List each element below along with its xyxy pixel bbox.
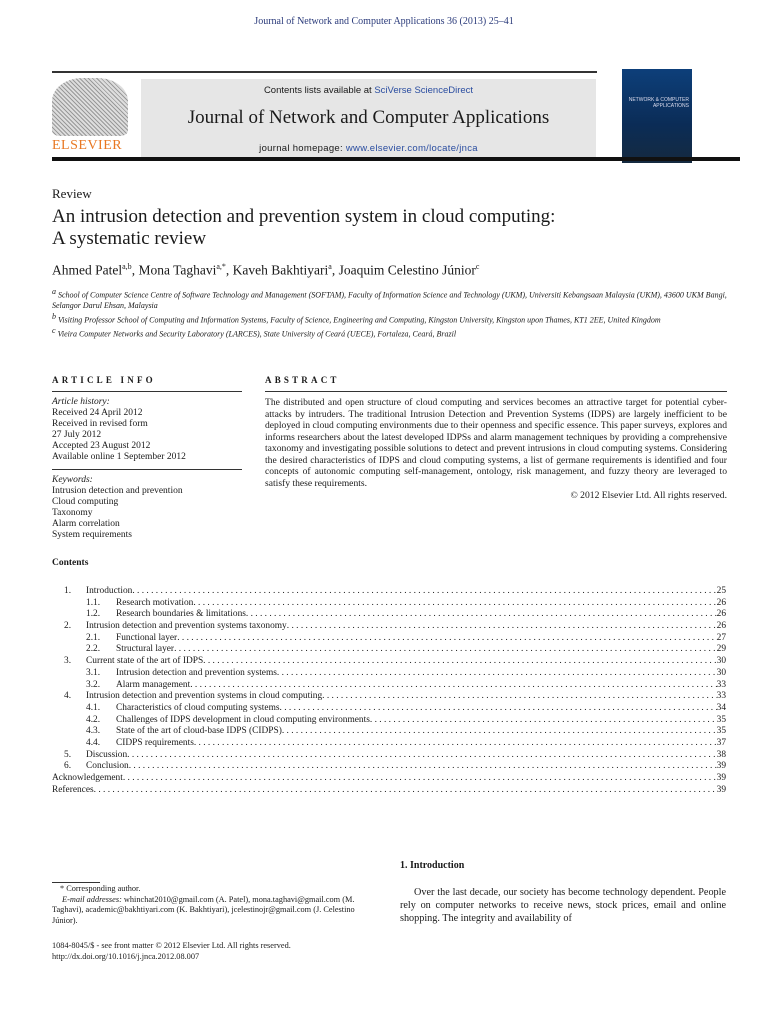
toc-page: 26 — [716, 621, 726, 632]
author-name: Kaveh Bakhtiyari — [232, 262, 329, 278]
issn: 1084-8045/$ - see front matter © 2012 Elsevier Ltd. All rights reserved. — [52, 941, 291, 950]
authors — [52, 262, 479, 279]
toc-leader — [132, 586, 716, 598]
table-of-contents — [52, 586, 726, 796]
toc-entry[interactable] — [52, 738, 726, 750]
toc-entry[interactable] — [52, 703, 726, 715]
toc-leader — [246, 609, 717, 621]
toc-page: 30 — [716, 656, 726, 667]
journal-title: Journal of Network and Computer Applications — [187, 107, 550, 128]
toc-leader — [194, 738, 717, 750]
toc-page: 39 — [716, 761, 726, 772]
toc-page: 30 — [716, 667, 726, 678]
toc-title[interactable]: State of the art of cloud-base IDPS (CIDPS) — [116, 726, 282, 737]
author-name: Mona Taghavi — [138, 262, 217, 278]
toc-title[interactable]: Intrusion detection and prevention systems taxonomy — [86, 621, 287, 632]
publisher-name: ELSEVIER — [52, 138, 123, 153]
author-separator: , — [331, 262, 339, 278]
email-addresses: whinchat2010@gmail.com (A. Patel), mona.taghavi@gmail.com (M. Taghavi), academic@bakhtiyari.com (K. Bakhtiyari), jcelestinojr@gmail.com (J. Celestino Júnior). — [52, 894, 355, 925]
keyword: Cloud computing — [52, 497, 119, 507]
toc-page: 33 — [716, 679, 726, 690]
toc-number: 1.2. — [86, 609, 101, 620]
history-item: Accepted 23 August 2012 — [52, 441, 151, 451]
history-item: 27 July 2012 — [52, 430, 102, 440]
toc-entry[interactable] — [52, 785, 726, 797]
journal-homepage — [141, 143, 596, 154]
toc-title[interactable]: Functional layer — [116, 632, 178, 643]
toc-number: 4.1. — [86, 702, 101, 713]
author-name: Joaquim Celestino Júnior — [338, 262, 476, 278]
history-label: Article history: — [52, 397, 110, 407]
toc-entry[interactable] — [52, 633, 726, 645]
footnotes — [52, 884, 382, 926]
elsevier-tree-icon — [52, 78, 128, 136]
toc-title[interactable]: Intrusion detection and prevention systems — [116, 667, 277, 678]
affiliation — [52, 326, 732, 340]
journal-citation: Journal of Network and Computer Applications 36 (2013) 25–41 — [254, 16, 514, 27]
toc-page: 38 — [716, 749, 726, 760]
toc-leader — [174, 644, 717, 656]
keyword: Taxonomy — [52, 508, 93, 518]
author-affiliation-marker[interactable]: a,b — [122, 262, 132, 271]
contents-heading: Contents — [52, 558, 89, 568]
toc-number: 4.3. — [86, 726, 101, 737]
toc-leader — [277, 668, 717, 680]
cover-text: NETWORK & COMPUTER APPLICATIONS — [628, 97, 689, 109]
header-rule — [52, 71, 597, 73]
toc-number: 6. — [64, 761, 72, 772]
contents-prefix: Contents lists available at — [263, 85, 375, 96]
homepage-prefix: journal homepage: — [259, 143, 346, 154]
toc-page: 39 — [716, 773, 726, 783]
toc-leader — [280, 703, 717, 715]
affiliation-text: Visiting Professor School of Computing and Information Systems, Faculty of Science, Engineering and Computing, Kingston University, Kingston upon Thames, KT1 2EE, United Kingdom — [58, 315, 661, 325]
toc-number: 4.2. — [86, 714, 101, 725]
toc-leader — [193, 598, 716, 610]
introduction-heading: 1. Introduction — [400, 860, 465, 871]
toc-entry[interactable] — [52, 680, 726, 692]
introduction-text: Over the last decade, our society has become technology dependent. People rely on computer networks to receive news, stock prices, email and online shopping. The integrity and availability of — [400, 887, 726, 924]
keyword: Alarm correlation — [52, 519, 120, 529]
toc-number: 4.4. — [86, 737, 101, 748]
toc-number: 3.2. — [86, 679, 101, 690]
author-affiliation-marker[interactable]: c — [475, 262, 480, 271]
journal-header-box — [141, 79, 596, 159]
history-item: Available online 1 September 2012 — [52, 452, 186, 462]
history-item: Received in revised form — [52, 419, 148, 429]
keywords-label: Keywords: — [52, 475, 93, 485]
toc-leader — [94, 785, 717, 797]
toc-entry[interactable] — [52, 644, 726, 656]
affiliation-text: School of Computer Science Centre of Software Technology and Management (SOFTAM), Faculty of Information Science and Technology (UKM), Universiti Kebangsaan Malaysia (UKM), 43600 UKM Bangi, Selangor Darul Ehsan, Malaysia — [52, 290, 727, 311]
toc-page: 27 — [716, 632, 726, 643]
toc-number: 2.1. — [86, 632, 101, 643]
toc-page: 29 — [716, 644, 726, 655]
header-bottom-rule — [52, 157, 740, 161]
toc-leader — [203, 656, 716, 668]
elsevier-logo — [52, 78, 130, 156]
abstract-heading: ABSTRACT — [265, 375, 340, 385]
affiliation — [52, 287, 732, 312]
toc-leader — [287, 621, 717, 633]
toc-number: 1.1. — [86, 597, 101, 608]
toc-title[interactable]: Characteristics of cloud computing systems — [116, 702, 280, 713]
journal-cover — [622, 69, 692, 163]
toc-entry[interactable] — [52, 726, 726, 738]
toc-page: 35 — [716, 726, 726, 737]
footnote-rule — [52, 882, 100, 883]
toc-page: 25 — [716, 586, 726, 596]
email-label: E-mail addresses: — [62, 894, 122, 904]
toc-title[interactable]: Current state of the art of IDPS — [86, 656, 204, 667]
toc-page: 35 — [716, 714, 726, 725]
author-affiliation-marker[interactable]: a,* — [216, 262, 226, 271]
toc-entry[interactable] — [52, 609, 726, 621]
divider — [52, 391, 242, 392]
toc-title[interactable]: Alarm management — [116, 679, 191, 690]
toc-number: 5. — [64, 749, 72, 760]
keyword: Intrusion detection and prevention — [52, 486, 183, 496]
abstract — [265, 375, 727, 501]
toc-leader — [127, 750, 716, 762]
toc-title[interactable]: CIDPS requirements — [116, 737, 194, 748]
toc-leader — [322, 691, 716, 703]
toc-page: 39 — [716, 784, 726, 795]
article-type: Review — [52, 186, 92, 201]
toc-entry[interactable] — [52, 656, 726, 668]
toc-page: 37 — [716, 737, 726, 748]
homepage-link[interactable]: www.elsevier.com/locate/jnca — [345, 143, 478, 154]
toc-number: 1. — [64, 586, 72, 596]
author-affiliation-marker[interactable]: a — [328, 262, 332, 271]
toc-entry[interactable] — [52, 586, 726, 598]
toc-title[interactable]: Introduction — [86, 586, 133, 596]
toc-number: 3. — [64, 656, 72, 667]
toc-title[interactable]: References — [52, 784, 94, 795]
article-info-heading: ARTICLE INFO — [52, 375, 156, 385]
toc-number: 3.1. — [86, 667, 101, 678]
keyword: System requirements — [52, 530, 132, 540]
toc-title[interactable]: Challenges of IDPS development in cloud computing environments — [116, 714, 370, 725]
toc-page: 26 — [716, 597, 726, 608]
doi-link[interactable]: http://dx.doi.org/10.1016/j.jnca.2012.08.007 — [52, 951, 200, 961]
toc-title[interactable]: Structural layer — [116, 644, 175, 655]
toc-leader — [129, 761, 717, 773]
sciencedirect-link[interactable]: SciVerse ScienceDirect — [374, 85, 474, 96]
issn-doi — [52, 941, 291, 962]
affiliation-key: b — [52, 311, 56, 321]
toc-entry[interactable] — [52, 715, 726, 727]
toc-leader — [370, 715, 717, 727]
toc-page: 33 — [716, 691, 726, 702]
abstract-text: The distributed and open structure of cloud computing and services becomes an attractive target for potential cyber-attacks by intruders. The traditional Intrusion Detection and Prevention Systems (IDPS) are largely inefficient to be deployed in cloud computing environments due to their openness and specific essence. This paper surveys, explores and informs researchers about the latest developed IDPSs and alarm management techniques by providing a comprehensive taxonomy and investigating possible solutions to detect and prevent intrusions in cloud computing systems. Considering the desired characteristics of IDPS and cloud computing systems, a list of germane requirements is identified and four concepts of autonomic computing self-management, ontology, risk management, and fuzzy theory are leveraged to satisfy these requirements. — [265, 397, 727, 489]
toc-title[interactable]: Intrusion detection and prevention systems in cloud computing — [86, 691, 323, 702]
toc-entry[interactable] — [52, 773, 726, 785]
author-separator: , — [225, 262, 233, 278]
divider — [52, 469, 242, 470]
toc-leader — [123, 773, 717, 785]
title-line-2: A systematic review — [52, 228, 207, 249]
corresponding-author: * Corresponding author. — [60, 884, 141, 893]
toc-entry[interactable] — [52, 750, 726, 762]
toc-title[interactable]: Discussion — [86, 749, 128, 760]
toc-page: 26 — [716, 609, 726, 620]
toc-leader — [282, 726, 717, 738]
toc-page: 34 — [716, 702, 726, 713]
toc-entry[interactable] — [52, 691, 726, 703]
toc-number: 4. — [64, 691, 72, 702]
author-name: Ahmed Patel — [52, 262, 123, 278]
toc-title[interactable]: Conclusion — [86, 761, 129, 772]
toc-number: 2. — [64, 621, 72, 632]
affiliation-key: c — [52, 325, 56, 335]
toc-entry[interactable] — [52, 761, 726, 773]
copyright: © 2012 Elsevier Ltd. All rights reserved. — [570, 490, 727, 501]
toc-number: 2.2. — [86, 644, 101, 655]
contents-available — [141, 85, 596, 96]
divider — [265, 391, 727, 392]
author-separator: , — [131, 262, 139, 278]
toc-entry[interactable] — [52, 668, 726, 680]
affiliation-key: a — [52, 287, 56, 296]
toc-entry[interactable] — [52, 598, 726, 610]
toc-leader — [177, 633, 716, 645]
toc-leader — [190, 680, 716, 692]
affiliations — [52, 287, 732, 340]
article-title — [52, 206, 555, 250]
history-item: Received 24 April 2012 — [52, 408, 143, 418]
toc-title[interactable]: Research boundaries & limitations — [116, 609, 246, 620]
affiliation-text: Vieira Computer Networks and Security Laboratory (LARCES), State University of Ceará (UECE), Fortaleza, Ceará, Brazil — [57, 329, 457, 339]
toc-entry[interactable] — [52, 621, 726, 633]
toc-title[interactable]: Research motivation — [116, 597, 194, 608]
title-line-1: An intrusion detection and prevention system in cloud computing: — [52, 206, 556, 227]
article-info — [52, 375, 242, 541]
toc-title[interactable]: Acknowledgement — [52, 773, 123, 783]
affiliation — [52, 312, 732, 326]
